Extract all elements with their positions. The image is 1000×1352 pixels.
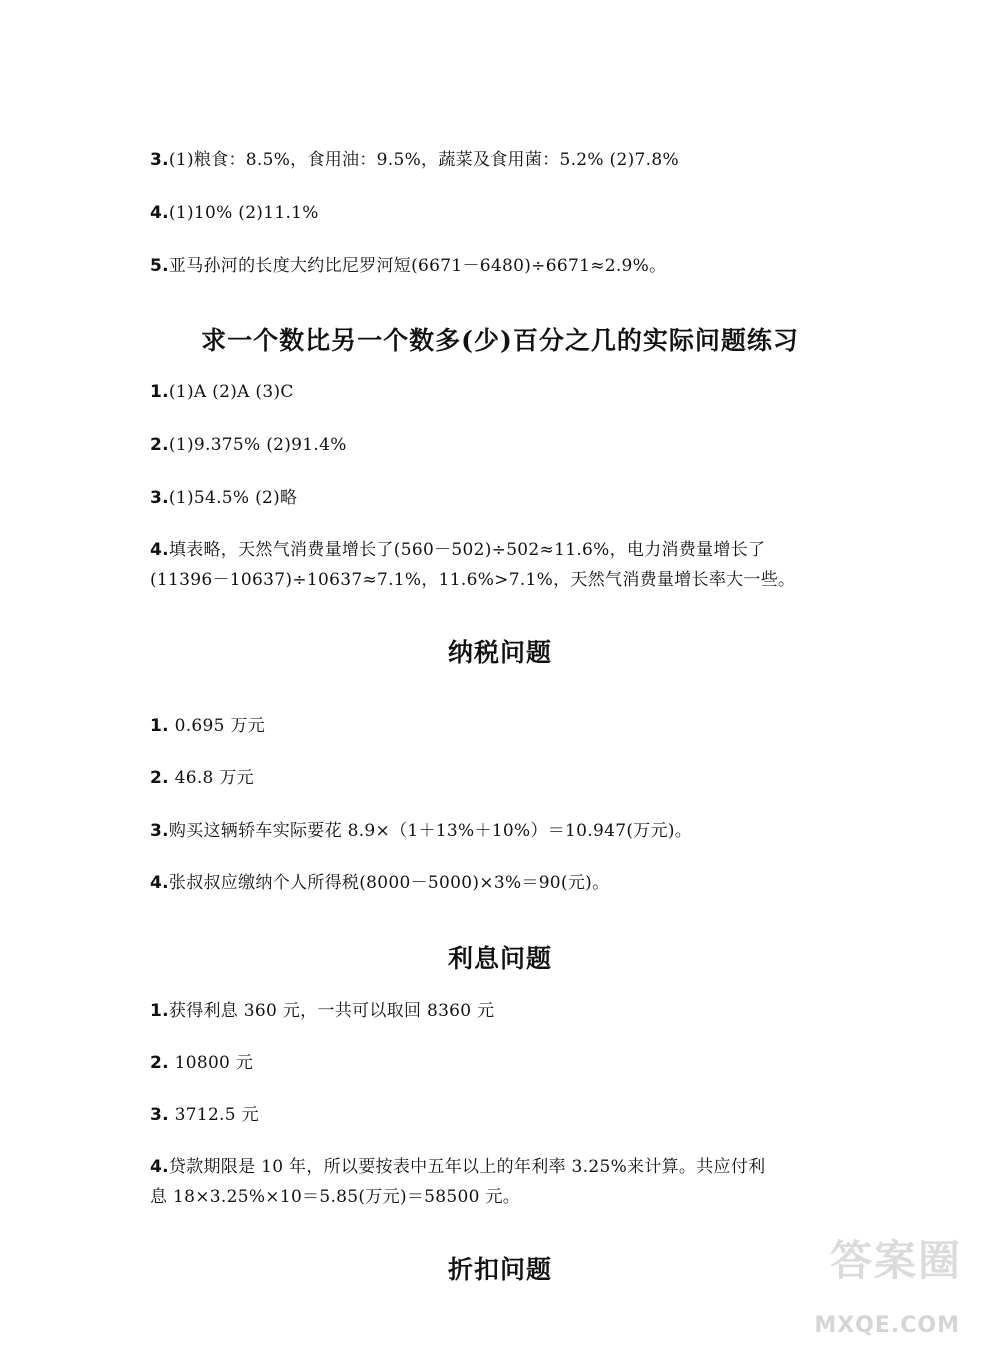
item-text: 3712.5 元 [168, 1105, 259, 1125]
item-text: 购买这辆轿车实际要花 8.9×（1＋13%＋10%）＝10.947(万元)。 [168, 821, 693, 841]
answer-item [150, 1052, 253, 1074]
item-number: 3. [150, 488, 169, 508]
answer-item [150, 767, 254, 789]
item-text: 填表略，天然气消费量增长了(560－502)÷502≈11.6%，电力消费量增长了 [168, 540, 766, 560]
answer-item [150, 1104, 259, 1126]
answer-item [150, 715, 265, 737]
answer-item [150, 872, 609, 894]
item-number: 5. [150, 256, 169, 276]
item-text: 张叔叔应缴纳个人所得税(8000－5000)×3%＝90(元)。 [168, 873, 610, 893]
answer-item [150, 1000, 494, 1022]
watermark-logo [814, 1228, 962, 1338]
item-number: 2. [150, 1053, 169, 1073]
watermark-top-text: 答案圈 [829, 1236, 962, 1285]
item-text: (1)10% (2)11.1% [168, 203, 319, 223]
item-text: (1)9.375% (2)91.4% [168, 435, 347, 455]
answer-item [150, 381, 294, 403]
item-text: 0.695 万元 [168, 716, 266, 736]
item-number: 3. [150, 821, 169, 841]
section-heading: 纳税问题 [447, 638, 552, 667]
item-number: 2. [150, 435, 169, 455]
item-text: (1)A (2)A (3)C [168, 382, 294, 402]
item-number: 4. [150, 1157, 169, 1177]
item-number: 1. [150, 1001, 169, 1021]
watermark-bottom-text: MXQE.COM [814, 1313, 960, 1338]
item-number: 3. [150, 1105, 169, 1125]
section-heading: 利息问题 [447, 944, 552, 973]
answer-item [150, 820, 692, 842]
answer-item [150, 539, 765, 561]
item-text: (1)54.5% (2)略 [168, 488, 298, 508]
item-text: 贷款期限是 10 年，所以要按表中五年以上的年利率 3.25%来计算。共应付利 [168, 1157, 766, 1177]
section-heading: 求一个数比另一个数多(少)百分之几的实际问题练习 [201, 326, 799, 355]
item-text: (1)粮食：8.5%，食用油：9.5%，蔬菜及食用菌：5.2% (2)7.8% [168, 150, 679, 170]
answer-item-continuation: (11396－10637)÷10637≈7.1%，11.6%>7.1%，天然气消费量增长率大一些。 [150, 570, 796, 590]
item-number: 4. [150, 873, 169, 893]
answer-item [150, 149, 679, 171]
item-text: 10800 元 [168, 1053, 254, 1073]
section-heading: 折扣问题 [447, 1255, 552, 1284]
item-text: 46.8 万元 [168, 768, 254, 788]
answer-item [150, 1156, 765, 1178]
item-number: 4. [150, 203, 169, 223]
item-text: 亚马孙河的长度大约比尼罗河短(6671－6480)÷6671≈2.9%。 [168, 256, 667, 276]
answer-item [150, 487, 297, 509]
item-number: 4. [150, 540, 169, 560]
item-number: 2. [150, 768, 169, 788]
item-number: 3. [150, 150, 169, 170]
answer-item [150, 255, 666, 277]
answer-item-continuation: 息 18×3.25%×10＝5.85(万元)＝58500 元。 [150, 1187, 521, 1207]
item-number: 1. [150, 382, 169, 402]
item-text: 获得利息 360 元，一共可以取回 8360 元 [168, 1001, 495, 1021]
answer-item [150, 434, 347, 456]
item-number: 1. [150, 716, 169, 736]
answer-item [150, 202, 319, 224]
